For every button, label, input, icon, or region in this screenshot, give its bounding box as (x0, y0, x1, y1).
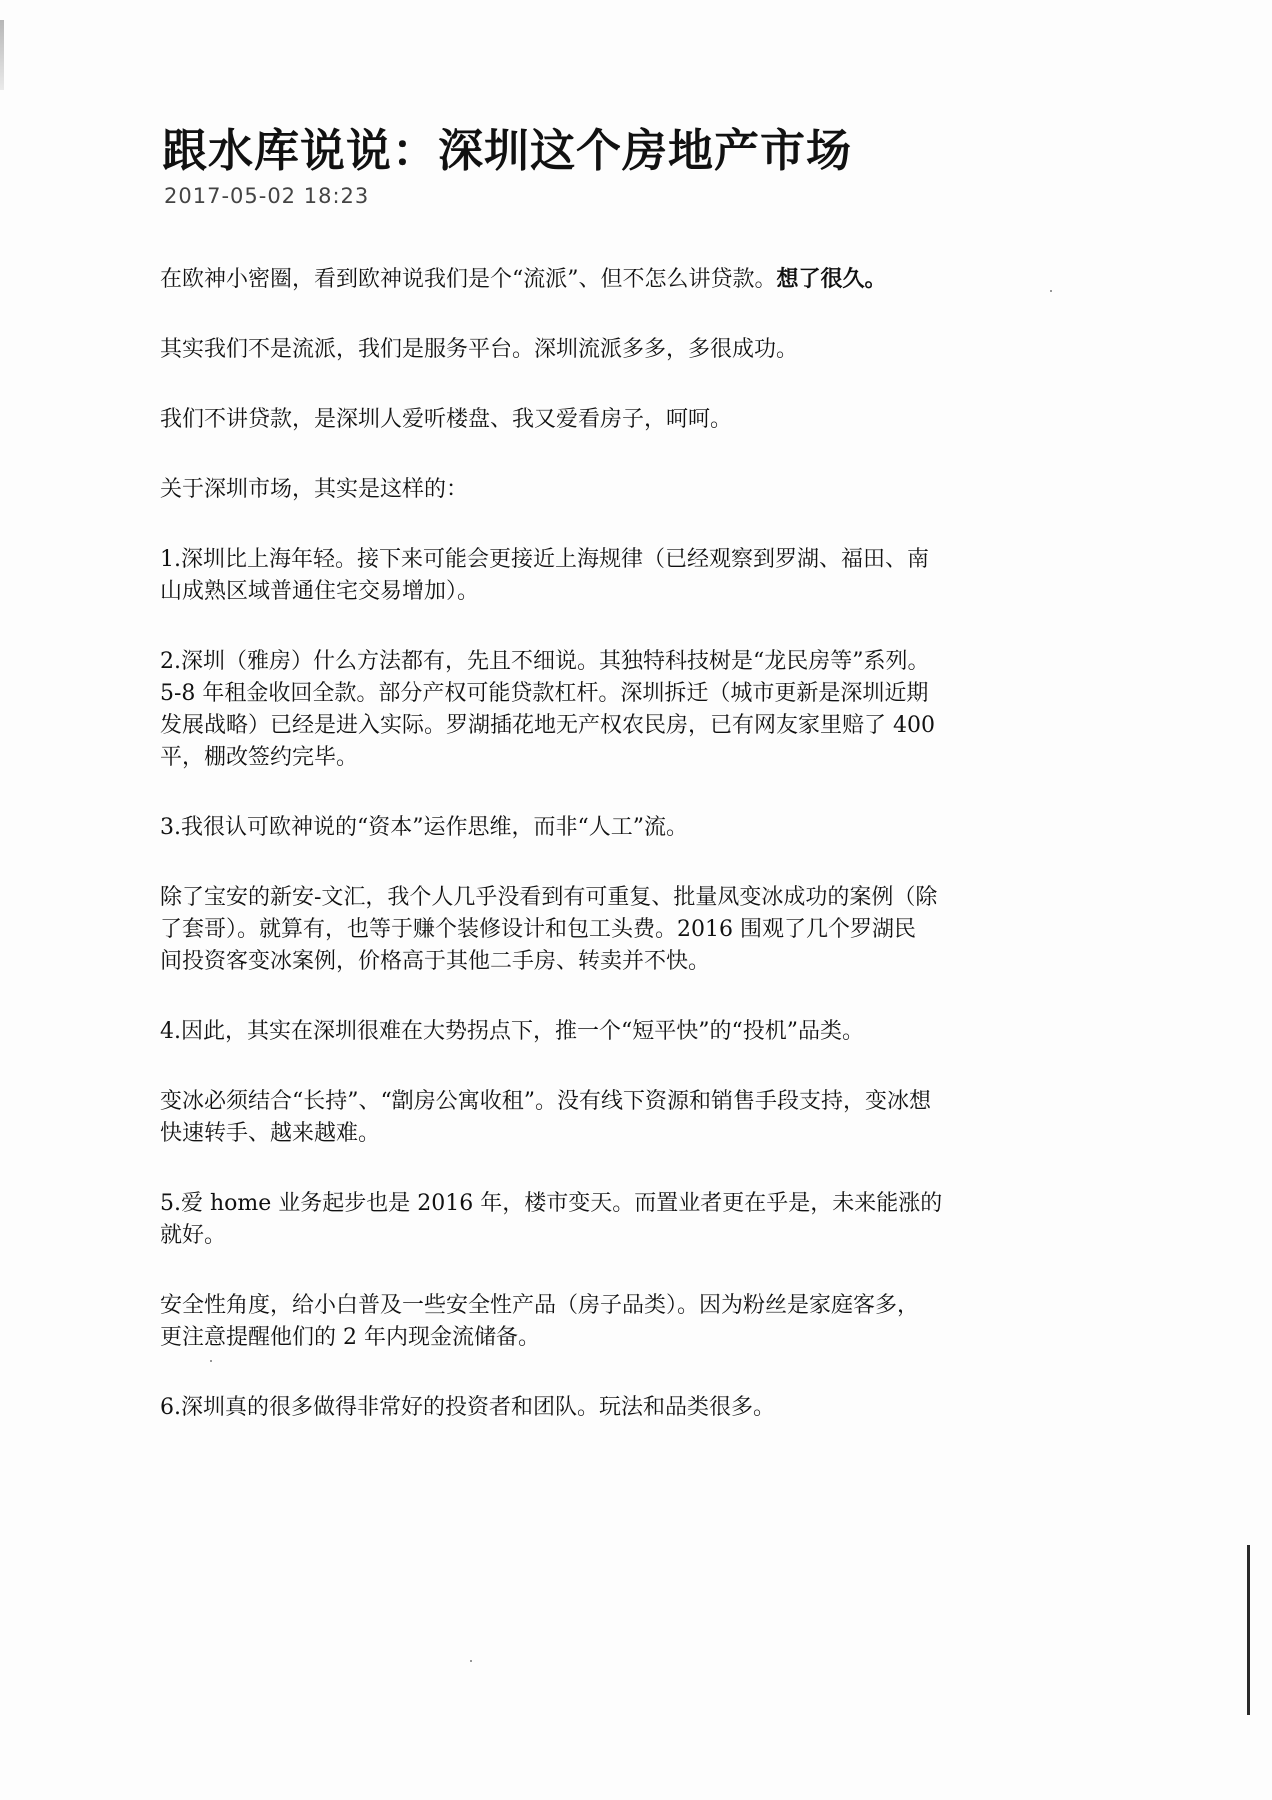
paragraph-text: 除了宝安的新安-文汇，我个人几乎没看到有可重复、批量凤变冰成功的案例（除 了套哥）。就算有，也等于赚个装修设计和包工头费。2016 围观了几个罗湖民 间投资客变冰案例，价格高于其他二手房、转卖并不快。 (160, 885, 938, 974)
paragraph-text: 在欧神小密圈，看到欧神说我们是个“流派”、但不怎么讲贷款。 (160, 267, 777, 292)
paragraph-gap (160, 978, 1120, 1016)
paragraph-gap (160, 1252, 1120, 1290)
article-paragraph (160, 646, 1120, 774)
article-paragraph (160, 404, 1120, 436)
scan-edge-mark (0, 20, 4, 90)
article-paragraph (160, 1016, 1120, 1048)
article-paragraph (160, 812, 1120, 844)
paragraph-text: 5.爱 home 业务起步也是 2016 年，楼市变天。而置业者更在乎是，未来能涨的 就好。 (160, 1191, 943, 1248)
paragraph-text: 关于深圳市场，其实是这样的： (160, 477, 469, 502)
paragraph-gap (160, 844, 1120, 882)
article-paragraph (160, 1188, 1120, 1252)
paragraph-text: 变冰必须结合“长持”、“劏房公寓收租”。没有线下资源和销售手段支持，变冰想 快速转手、越来越难。 (160, 1089, 931, 1146)
paragraph-text: 6.深圳真的很多做得非常好的投资者和团队。玩法和品类很多。 (160, 1395, 775, 1420)
paragraph-gap (160, 1150, 1120, 1188)
article-title: 跟水库说说：深圳这个房地产市场 (162, 124, 853, 178)
article-paragraph (160, 264, 1120, 296)
paragraph-text: 2.深圳（雅房）什么方法都有，先且不细说。其独特科技树是“龙民房等”系列。 5-8 年租金收回全款。部分产权可能贷款杠杆。深圳拆迁（城市更新是深圳近期 发展战略）已经是进入实际。罗湖插花地无产权农民房，已有网友家里赔了 400 平，棚改签约完毕。 (160, 649, 935, 770)
paragraph-gap (160, 774, 1120, 812)
article-paragraph (160, 1392, 1120, 1424)
paragraph-text: 3.我很认可欧神说的“资本”运作思维，而非“人工”流。 (160, 815, 688, 840)
article-paragraph (160, 882, 1120, 978)
scan-speck (470, 1660, 472, 1662)
article-paragraph (160, 334, 1120, 366)
paragraph-text: 我们不讲贷款，是深圳人爱听楼盘、我又爱看房子，呵呵。 (160, 407, 733, 432)
paragraph-gap (160, 436, 1120, 474)
article-paragraph (160, 1290, 1120, 1354)
paragraph-gap (160, 608, 1120, 646)
paragraph-text: 1.深圳比上海年轻。接下来可能会更接近上海规律（已经观察到罗湖、福田、南 山成熟区域普通住宅交易增加）。 (160, 547, 929, 604)
article-body (160, 264, 1120, 1424)
paragraph-gap (160, 366, 1120, 404)
paragraph-text: 安全性角度，给小白普及一些安全性产品（房子品类）。因为粉丝是家庭客多， 更注意提醒他们的 2 年内现金流储备。 (160, 1293, 920, 1350)
paragraph-gap (160, 1048, 1120, 1086)
article-paragraph (160, 1086, 1120, 1150)
paragraph-text: 其实我们不是流派，我们是服务平台。深圳流派多多，多很成功。 (160, 337, 799, 362)
article-paragraph (160, 474, 1120, 506)
article-timestamp: 2017-05-02 18:23 (164, 184, 370, 208)
paragraph-text: 4.因此，其实在深圳很难在大势拐点下，推一个“短平快”的“投机”品类。 (160, 1019, 864, 1044)
paragraph-gap (160, 1354, 1120, 1392)
paragraph-emphasis: 想了很久。 (776, 267, 887, 292)
paragraph-gap (160, 506, 1120, 544)
scan-edge-mark (1247, 1545, 1250, 1715)
article-paragraph (160, 544, 1120, 608)
paragraph-gap (160, 296, 1120, 334)
